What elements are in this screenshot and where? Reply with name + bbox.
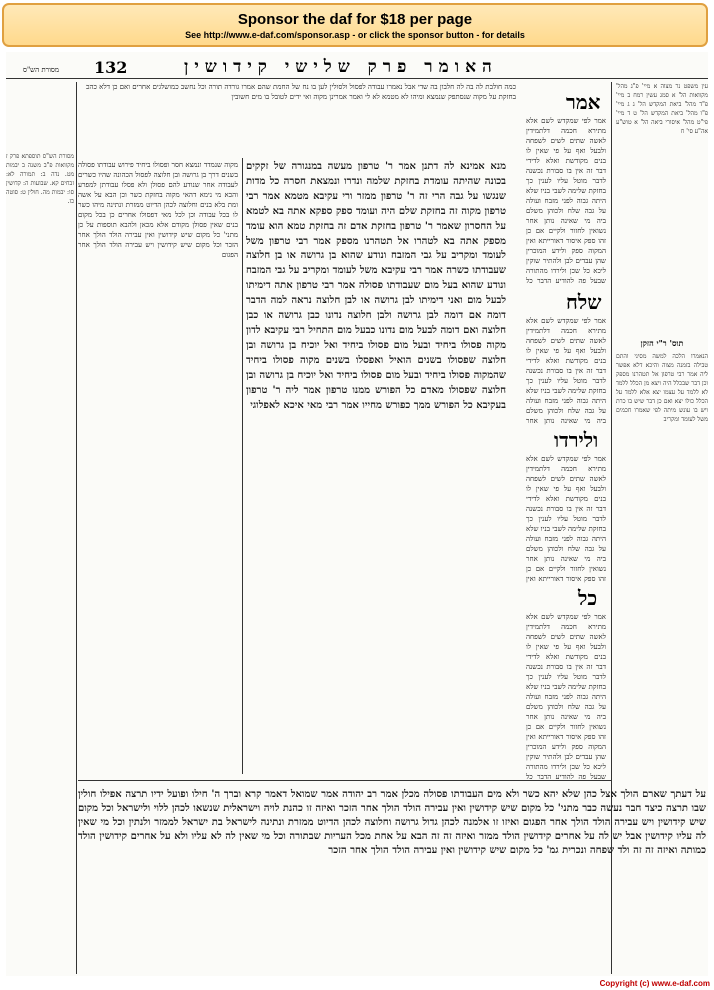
rashi-column-2: אמר לפי שמקדש לשם אלא מתירא חכמה דלתמידין לאשה שתים לשים לשפחה ולבעל ואף על פי שאין לו בנים מקודשת ואלא לדידי דבר זה אין בו סבורת נכשנה לדבר מוטל עליו לענין כך בחזקת שלימה לשבי בניו שלא היתה גבוה לפני מזבח ועולה על גבה שלח ולכוהן משלם ביה מי שאינה נותן אחר — [526, 317, 606, 425]
top-commentary: כמה חולבת לה בה לה חלבון בה שדי אבל נאמרו עבודה לפסול ולסולין לען בו נח של החמת שהם אמרו גורדה תורה וכל נחשב כמושלגים אחרים ואם כן דלא כהכ בחזקת על מקוה שנסתפק שנמצא ומיהו לא מטמא לא לי ואמר אמרינן מקוה ואי ידים לטובל בו מים חשובין — [86, 83, 516, 101]
masechet-label: מסורת הש"ס — [22, 66, 60, 74]
chapter-title: האומר פרק שלישי קידושין — [184, 57, 498, 77]
rashi-column-1: אמר לפי שמקדש לשם אלא מתירא חכמה דלתמידין לאשה שתים לשים לשפחה ולבעל ואף על פי שאין לו בנים מקודשת ואלא לדידי דבר זה אין בו סבורת נכשנה לדבר מוטל עליו לענין כך בחזקת שלימה לשבי בניו שלא היתה גבוה לפני מזבח ועולה על גבה שלח ולכוהן משלם ביה מי שאינה נותן אחר נשואין לחזור ולקיים אם כן זהו ספק איסור דאורייתא ואין המקוה ספק ולידע המוכרין שהן עבדים לבן ולהתיר שוקין ליכא כל שכן ולירדו מהתורה שבעל פה להודיע הדבר כל — [526, 117, 606, 285]
gemara-text: מנא אמינא לה דתנן אמר ר' טרפון מעשה במנגורה של זקקים בכונה שהיתה עומדת בחזקת שלמה ונדרו ונמצאת חסרה כל מדות שנגשו על גבה הרי זה ר' טרפון ממזר ורי עקיבא מטמא אמר רבי טרפון מקוה זה בחזקת שלם היה ועומד ספק ספקא אתה בא לטמא על החסרון שאמר ר' טרפון בחזקת אדם זה בחזקת טמא הוא עומד מספק אתה בא לטהרו אל תטהרנו מספק אמר רבי טרפון משל לעומד ומקריב על גבי המזבח ונודע שהוא בן גרושה או בן חלוצה שעבודתו כשרה אמר רבי עקיבא משל לעומד ומקריב על גבי המזבח ונודע שהוא בעל מום שעבודתו פסולה אמר רבי טרפון אתה דימיתו לבעל מום ואני דימיתו לבן גרושה או לבן חלוצה נראה למה הדבר דומה אם דומה לבן גרושה ולבן חלוצה נדונו כבן גרושה או כבן חלוצה ואם דומה לבעל מום נדונו כבעל מום התחיל רבי עקיבא לדון מקוה פסולו ביחיד ובעל מום פסולו ביחיד ואל יוכיח בן גרושה ובן חלוצה שפסולו בשנים הואיל ואפסלו בשנים מקוה פסולו ביחיד שהמקוה פסולו ביחיד ובעל מום פסולו ביחיד ואל יוכיח בן גרושה ובן חלוצה שפסולו מאדם כל הפורש ממנו טרפון אמר ליה ר' טרפון בעקיבא כל הפורש ממך כפורש מחייו אמר רבי מאי איכא לאפלוגי — [246, 161, 506, 411]
ein-mishpat-column: עין משפט נר מצוה א מיי' פ"ג מהל' מקוואות הל' א סמג עשין רמח ב מיי' פ"ד מהל' ביאת המקדש הל' ג ג מיי' פ"ו מהל' ביאת המקדש הל' ט ד מיי' פי"ט מהל' איסורי ביאה הל' א טוש"ע אה"ע סי' ח — [616, 83, 708, 135]
tosafot-column: הנאמרו הלכה למשה מסיני והתם טבילה בזמנה מצוה והיכא דלא אפשר ליה אמר רבי טרפון אל תטהרנו מספק וכן דבר שבכלל היה ויצא מן הכלל ללמד לא ללמד על עצמו יצא אלא ללמד על הכלל כולו יצא ואם כן דבר שיש בו כרת ויש בו עונש מיתה לפי שאמרו חכמים משל לעומד ומקריב — [616, 353, 708, 423]
sponsor-subtitle[interactable]: See http://www.e-daf.com/sponsor.asp - or click the sponsor button - for details — [185, 30, 525, 40]
rashi-column-4: אמר לפי שמקדש לשם אלא מתירא חכמה דלתמידין לאשה שתים לשים לשפחה ולבעל ואף על פי שאין לו בנים מקודשת ואלא לדידי דבר זה אין בו סבורת נכשנה לדבר מוטל עליו לענין כך בחזקת שלימה לשבי בניו שלא היתה גבוה לפני מזבח ועולה על גבה שלח ולכוהן משלם ביה מי שאינה נותן אחר נשואין לחזור ולקיים אם כן זהו ספק איסור דאורייתא ואין המקוה ספק ולידע המוכרין שהן עבדים לבן ולהתיר שוקין ליכא כל שכן ולירדו מהתורה שבעל פה להודיע הדבר כל — [526, 613, 606, 781]
sponsor-title[interactable]: Sponsor the daf for $18 per page — [237, 11, 473, 28]
header-rule — [6, 78, 708, 79]
copyright-notice[interactable]: Copyright (c) www.e-daf.com — [599, 979, 710, 988]
rashi-heading-ulyadun: ולירדו — [554, 428, 599, 452]
sponsor-banner[interactable] — [2, 3, 708, 47]
rashi-heading-amar: אמר — [566, 90, 601, 114]
rashi-left-column: מקוה שנמדד ונמצא חסר ופסולו ביחיד פירוש עבודתו פסולה בשנים דרך בן גרושה ובן חלוצה לפסול הכהונה שהיו כשרים לעבודה אחר שנודע להם פסולן ולא פסלו עבודתן למפרע והכא מי נימא דהאי מקוה בחזקת כשר וכן הבא על אשה ומת בלא בנים וחלוצה לכהן הדיוט ממזרת ונתינה מיהו כשר לו בכל עבודה וכן לכל מאי דפסולו אחרים כן בכל מקום בנים שאין פסולן מקודם אלא מכאן ולהבא תוספות על כן מתני' כל מקום שיש קידושין ואין עבירה הולד הולך אחר הזכר וכל מקום שיש קידושין ויש עבירה הולד הולך אחר הפגום — [78, 161, 238, 259]
rashi-heading-shalah: שלח — [566, 290, 602, 314]
column-divider-left — [76, 82, 77, 974]
tosafot-header: תוס' ר"י הזקן — [640, 338, 684, 348]
masoret-hashas-column: מסורת הש"ס תוספתא פרק ז מקוואות פ"ב משנה ב יבמות מט. נדה ב: תמורה לא: זבחים קא. שבועות ה: קדושין סו: יבמות מה. חולין ט: סוטה כז. — [6, 153, 74, 205]
talmud-page — [6, 52, 708, 976]
rashi-column-3: אמר לפי שמקדש לשם אלא מתירא חכמה דלתמידין לאשה שתים לשים לשפחה ולבעל ואף על פי שאין לו בנים מקודשת ואלא לדידי דבר זה אין בו סבורת נכשנה לדבר מוטל עליו לענין כך בחזקת שלימה לשבי בניו שלא היתה גבוה לפני מזבח ועולה על גבה שלח ולכוהן משלם ביה מי שאינה נותן אחר נשואין לחזור ולקיים אם כן זהו ספק איסור דאורייתא ואין — [526, 455, 606, 583]
page-number: 132 — [94, 58, 128, 77]
gemara-bottom-text: על דעתך שארם הולך אצל כהן שלא יהא כשר ולא מים העבודתו פסולה מכלן אמר רב יהודה אמר שמואל דאמר קרא וברך ה' חילו ופועל ידיו תרצה אפילו חולין שבו תרצה כיצד חבר נעשה כבר מתני' כל מקום שיש קידושין ואין עבירה הולד הולך אחר הזכר ואיזה זו כהנת לויה וישראלית שנשאו לכהן ללוי ולישראל וכל מקום שיש קידושין ויש עבירה הולד הולך אחר הפגום ואיזו זו אלמנה לכהן גדול גרושה וחלוצה לכהן הדיוט ממזרת ונתינה לישראל בת ישראל לממזר ולנתין וכל מי שאין לה עליו קידושין אבל יש לה על אחרים קידושין הולד ממזר ואיזה זה זה הבא על אחת מכל העריות שבתורה וכל מי שאין לה לא עליו ולא על אחרים קידושין הולד כמותה ואיזה זה זה ולד שפחה ונכרית גמ' כל מקום שיש קידושין ואין עבירה הולד הולך אחר הזכר — [78, 789, 706, 856]
column-divider-center — [242, 158, 243, 774]
rashi-heading-kol: כל — [578, 586, 598, 610]
page-header — [6, 52, 708, 86]
